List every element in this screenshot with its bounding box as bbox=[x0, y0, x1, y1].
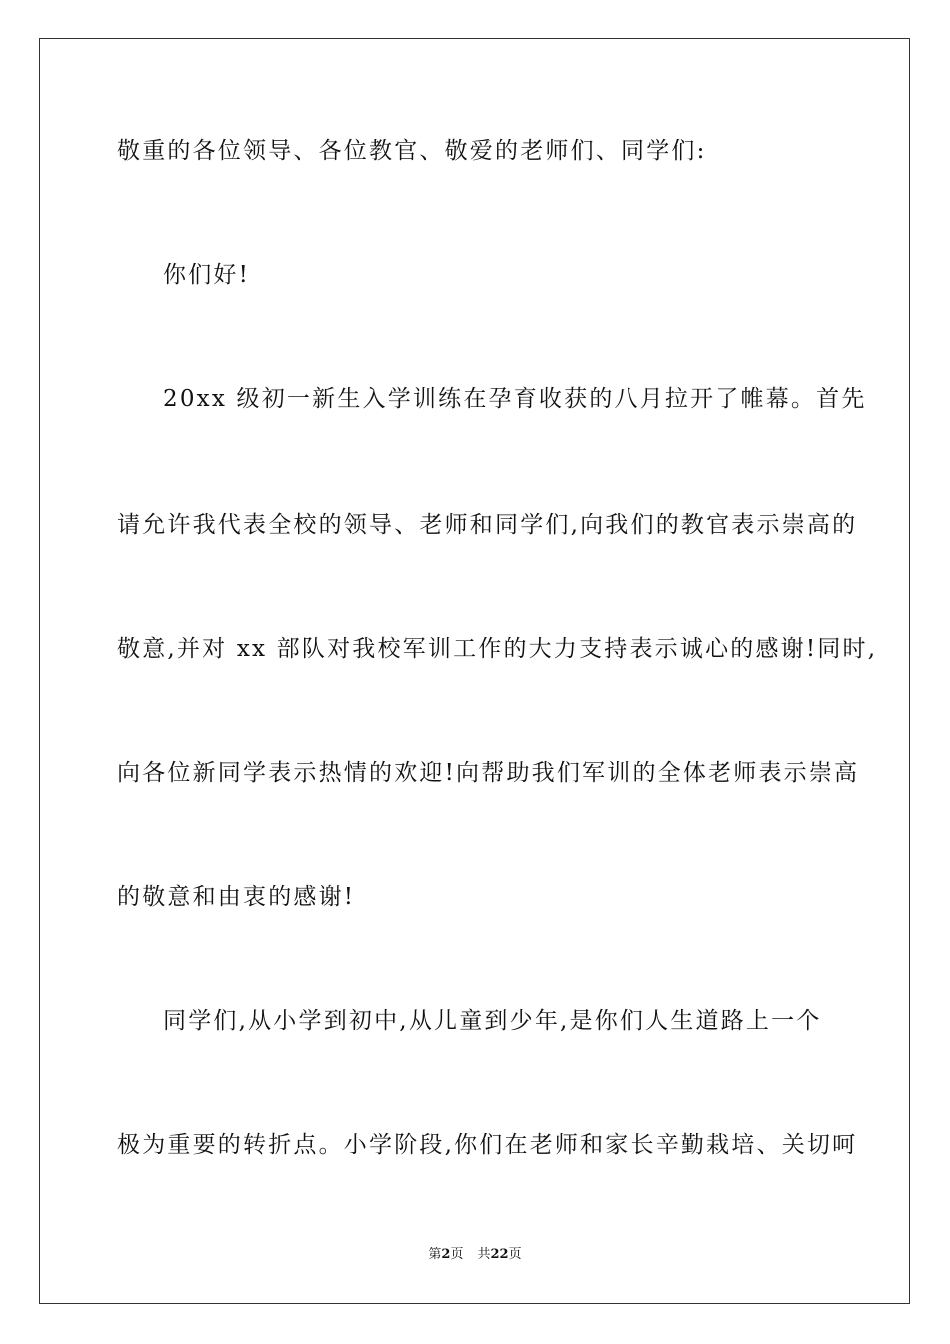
paragraph-line: 敬意,并对 xx 部队对我校军训工作的大力支持表示诚心的感谢!同时, bbox=[117, 636, 878, 662]
paragraph-line: 请允许我代表全校的领导、老师和同学们,向我们的教官表示崇高的 bbox=[117, 512, 858, 538]
page-footer bbox=[0, 1246, 950, 1264]
total-prefix: 共 bbox=[477, 1247, 491, 1262]
page-prefix: 第 bbox=[428, 1247, 442, 1262]
paragraph-line: 20xx 级初一新生入学训练在孕育收获的八月拉开了帷幕。首先 bbox=[163, 386, 867, 412]
page-border bbox=[39, 38, 910, 1304]
greeting-line: 你们好! bbox=[163, 262, 251, 288]
paragraph-line: 的敬意和由衷的感谢! bbox=[117, 884, 356, 910]
total-pages: 22 bbox=[490, 1247, 509, 1262]
salutation-line: 敬重的各位领导、各位教官、敬爱的老师们、同学们: bbox=[117, 138, 707, 164]
paragraph-line: 极为重要的转折点。小学阶段,你们在老师和家长辛勤栽培、关切呵 bbox=[117, 1132, 858, 1158]
page-number: 2 bbox=[441, 1247, 451, 1262]
paragraph-line: 向各位新同学表示热情的欢迎!向帮助我们军训的全体老师表示崇高 bbox=[117, 760, 860, 786]
page-suffix: 页 bbox=[450, 1247, 464, 1262]
paragraph-line: 同学们,从小学到初中,从儿童到少年,是你们人生道路上一个 bbox=[163, 1008, 822, 1034]
total-suffix: 页 bbox=[508, 1247, 522, 1262]
